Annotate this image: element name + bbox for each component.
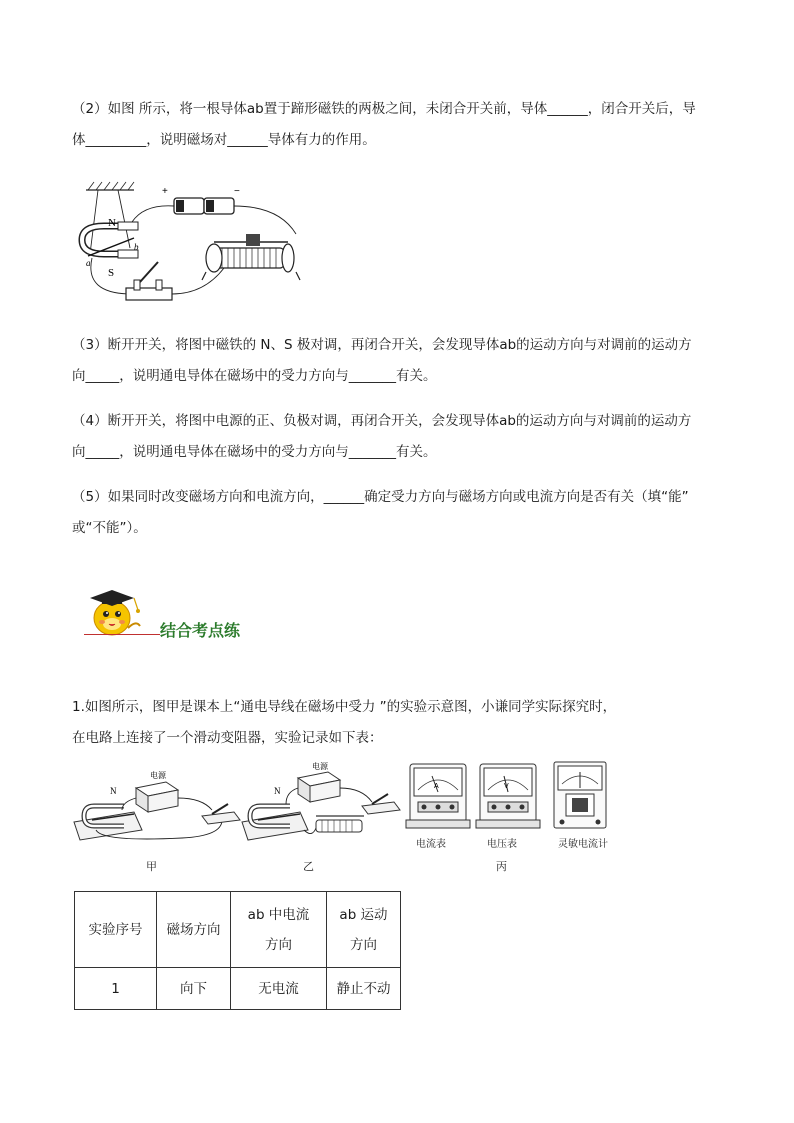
table-header-cell: ab 中电流 方向 xyxy=(231,892,327,968)
label-a: a xyxy=(86,258,91,268)
table-header-cell: 磁场方向 xyxy=(157,892,231,968)
question-5 xyxy=(72,482,732,544)
fig2-power-label-2: 电源 xyxy=(312,762,328,771)
table-header-row xyxy=(75,892,401,968)
meter-caption-2: 电压表 xyxy=(487,839,517,850)
problem-1-line-2: 在电路上连接了一个滑动变阻器，实验记录如下表： xyxy=(72,730,383,746)
magnet-circuit-figure xyxy=(74,176,314,316)
table-row xyxy=(75,968,401,1010)
table-cell: 向下 xyxy=(157,968,231,1010)
label-n: N xyxy=(108,217,116,229)
question-2 xyxy=(72,94,732,156)
question-4-line-2: 向_____，说明通电导体在磁场中的受力方向与_______有关。 xyxy=(72,444,437,460)
mascot-icon xyxy=(82,584,152,640)
caption-bing: 丙 xyxy=(496,860,507,873)
question-5-line-1: （5）如果同时改变磁场方向和电流方向，______确定受力方向与磁场方向或电流方向是否有关（填“能” xyxy=(72,489,689,505)
label-plus: + xyxy=(162,186,168,197)
table-header-cell: ab 运动 方向 xyxy=(327,892,401,968)
fig2-n-label-2: N xyxy=(274,786,281,796)
table-cell: 无电流 xyxy=(231,968,327,1010)
meter-caption-1: 电流表 xyxy=(416,839,446,850)
problem-1 xyxy=(72,692,732,754)
fig2-power-label-1: 电源 xyxy=(150,771,166,780)
caption-jia: 甲 xyxy=(146,860,157,873)
label-b: b xyxy=(134,242,139,252)
question-2-line-2: 体_________，说明磁场对______导体有力的作用。 xyxy=(72,132,376,148)
meter-a-label: A xyxy=(434,783,439,790)
question-5-line-2: 或“不能”）。 xyxy=(72,520,147,536)
section-title: 结合考点练 xyxy=(160,621,241,640)
meter-caption-3: 灵敏电流计 xyxy=(558,839,608,850)
problem-1-line-1: 1.如图所示，图甲是课本上“通电导线在磁场中受力 ”的实验示意图，小谦同学实际探究时， xyxy=(72,699,617,715)
question-4 xyxy=(72,406,732,468)
table-header-cell: 实验序号 xyxy=(75,892,157,968)
question-3 xyxy=(72,330,732,392)
question-4-line-1: （4）断开开关，将图中电源的正、负极对调，再闭合开关，会发现导体ab的运动方向与对调前的运动方 xyxy=(72,413,692,429)
experiment-figure xyxy=(72,758,620,848)
fig2-n-label-1: N xyxy=(110,786,117,796)
meter-v-label: V xyxy=(504,783,509,790)
section-underline xyxy=(84,634,160,635)
table-cell: 静止不动 xyxy=(327,968,401,1010)
question-2-line-1: （2）如图 所示，将一根导体ab置于蹄形磁铁的两极之间，未闭合开关前，导体______，闭合开关后，导 xyxy=(72,101,696,117)
question-3-line-2: 向_____，说明通电导体在磁场中的受力方向与_______有关。 xyxy=(72,368,437,384)
caption-yi: 乙 xyxy=(303,860,314,873)
label-minus: − xyxy=(234,186,240,197)
label-s: S xyxy=(108,267,115,279)
record-table xyxy=(74,891,401,1010)
question-3-line-1: （3）断开开关，将图中磁铁的 N、S 极对调，再闭合开关，会发现导体ab的运动方向与对调前的运动方 xyxy=(72,337,692,353)
table-cell: 1 xyxy=(75,968,157,1010)
